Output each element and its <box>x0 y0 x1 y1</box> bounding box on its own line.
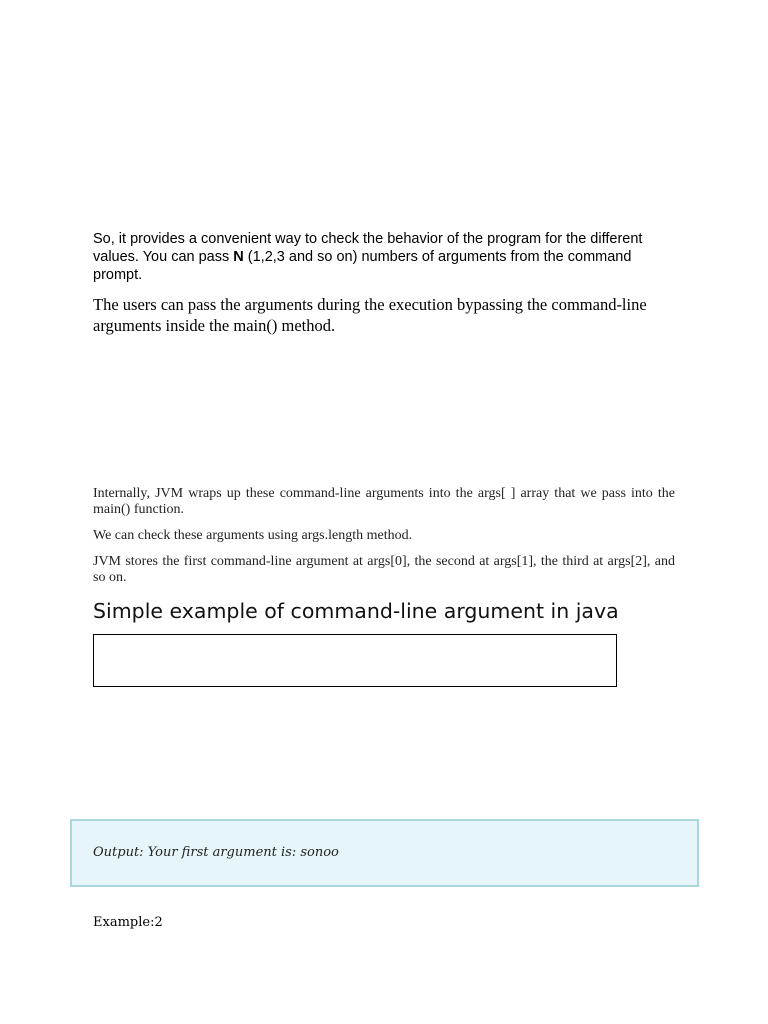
users-paragraph: The users can pass the arguments during the execution bypassing the command-line arguments inside the main() method. <box>93 295 647 335</box>
intro-text-start: So, it provides a convenient way to check the behavior of the program for the different values. You can pass <box>93 231 643 265</box>
example-label: Example:2 <box>93 915 163 930</box>
intro-text-end: (1,2,3 and so on) numbers of arguments from the command prompt. <box>93 249 632 283</box>
intro-bold-n: N <box>233 249 244 265</box>
output-box <box>70 819 699 887</box>
jvm-wraps-paragraph: Internally, JVM wraps up these command-line arguments into the args[ ] array that we pass into the main() function. <box>93 486 675 517</box>
intro-paragraph <box>93 230 668 284</box>
output-text: Output: Your first argument is: sonoo <box>93 845 339 860</box>
section-heading: Simple example of command-line argument in java <box>93 599 619 623</box>
jvm-stores-paragraph: JVM stores the first command-line argument at args[0], the second at args[1], the third at args[2], and so on. <box>93 554 675 585</box>
code-box <box>93 634 617 687</box>
args-length-paragraph: We can check these arguments using args.length method. <box>93 528 413 543</box>
